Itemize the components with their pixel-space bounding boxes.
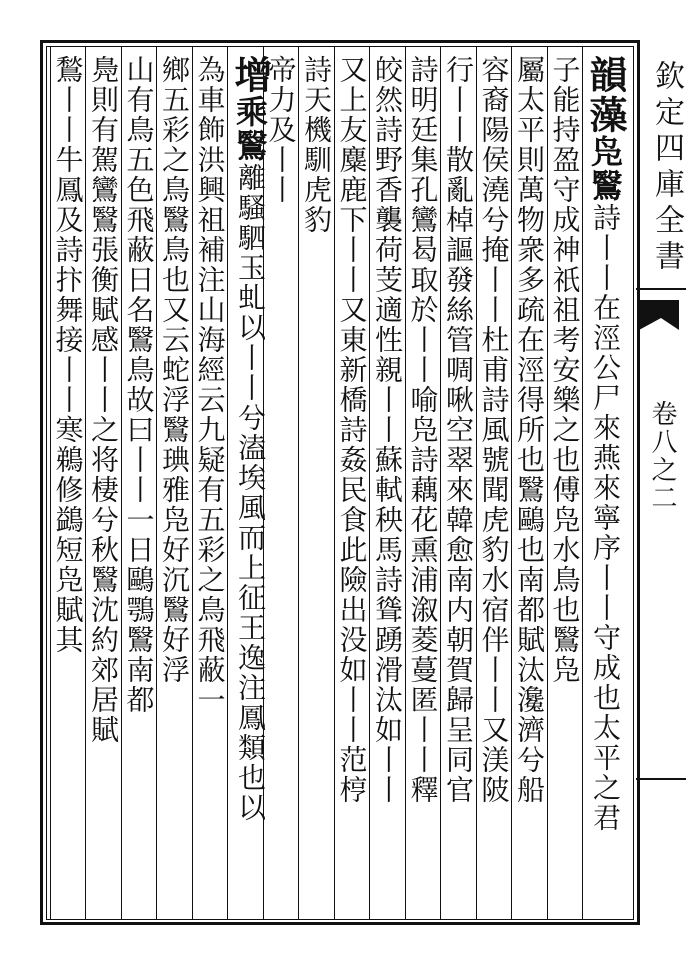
column-heading: 增 [228,55,273,95]
column-separator [192,46,193,920]
entry-heading: 乘鷖 [231,95,269,163]
column-separator [334,46,335,920]
column-separator [50,46,51,920]
column-text: 帝力及丨丨 [264,55,298,205]
text-column [513,55,546,805]
text-column [122,55,156,715]
column-separator [405,46,406,920]
column-text: 詩丨丨在涇公尸來燕來寧序丨丨守成也太平之君 [589,203,622,833]
column-text: 皎然詩野香襲荷芰適性親丨丨蘇軾秧馬詩聳踴滑汰如丨丨 [371,55,404,805]
text-column [477,55,511,805]
column-separator [369,46,370,920]
column-text: 山有鳥五色飛蔽日名鷖鳥故曰丨丨一日鷗鶚鷖南都 [122,55,156,715]
column-separator [156,46,157,920]
text-column [228,55,273,823]
text-column [442,55,475,805]
column-text: 離騷駟玉虬以丨丨兮溘埃風而上征王逸注鳳類也以 [234,163,267,823]
column-text: 屬太平則萬物衆多疏在涇得所也鷖鷗也南都賦汰瀺濟兮船 [513,55,546,805]
column-separator [298,46,299,920]
column-heading: 韻藻 [583,55,628,135]
margin-rule-top [636,288,686,290]
column-text: 鄉五彩之鳥鷖鳥也又云蛇浮鷖琠雅凫好沉鷖好浮 [158,55,191,685]
column-separator [440,46,441,920]
column-text: 容裔陽侯澆兮掩丨丨杜甫詩風號聞虎豹水宿伴丨丨又渼陂 [477,55,511,805]
text-column [158,55,191,685]
fishtail-mark-icon [639,300,679,330]
column-separator [582,46,583,920]
juan-label: 卷八之二 [647,400,677,512]
column-text: 又上友麋鹿下丨丨又東新橋詩姦民食此險出没如丨丨范梈 [335,55,369,805]
column-separator [476,46,477,920]
column-separator [511,46,512,920]
text-column [371,55,404,805]
series-title: 欽定四庫全書 [649,60,684,276]
text-column [193,55,227,715]
text-column [583,55,628,833]
margin-rule-bottom [636,778,686,780]
text-column [406,55,440,805]
column-text: 鳧則有駕鸞鷖張衡賦感丨丨之将棲兮秋鷖沈約郊居賦 [87,55,120,745]
column-text: 行丨丨散亂棹謳發絲管啁啾空翠來韓愈南内朝賀歸呈同官 [442,55,475,805]
column-text: 鶖丨丨牛鳳及詩抃舞接丨丨寒鵜修鷁短凫賦其 [51,55,85,655]
column-separator [227,46,228,920]
text-column [51,55,85,655]
entry-heading: 凫鷖 [586,135,624,203]
column-separator [121,46,122,920]
column-separator [85,46,86,920]
column-text: 詩明廷集孔鸞曷取於丨丨喻凫詩藕花熏浦溆菱蔓匿丨丨釋 [406,55,440,805]
column-separator [547,46,548,920]
text-column [300,55,333,235]
text-column [87,55,120,745]
column-text: 詩天機馴虎豹 [300,55,333,235]
text-column [335,55,369,805]
column-text: 為車飾洪興祖補注山海經云九疑有五彩之鳥飛蔽一 [193,55,227,715]
column-text: 子能持盈守成神祇祖考安樂之也傅凫水鳥也鷖凫 [548,55,582,685]
text-column [548,55,582,685]
